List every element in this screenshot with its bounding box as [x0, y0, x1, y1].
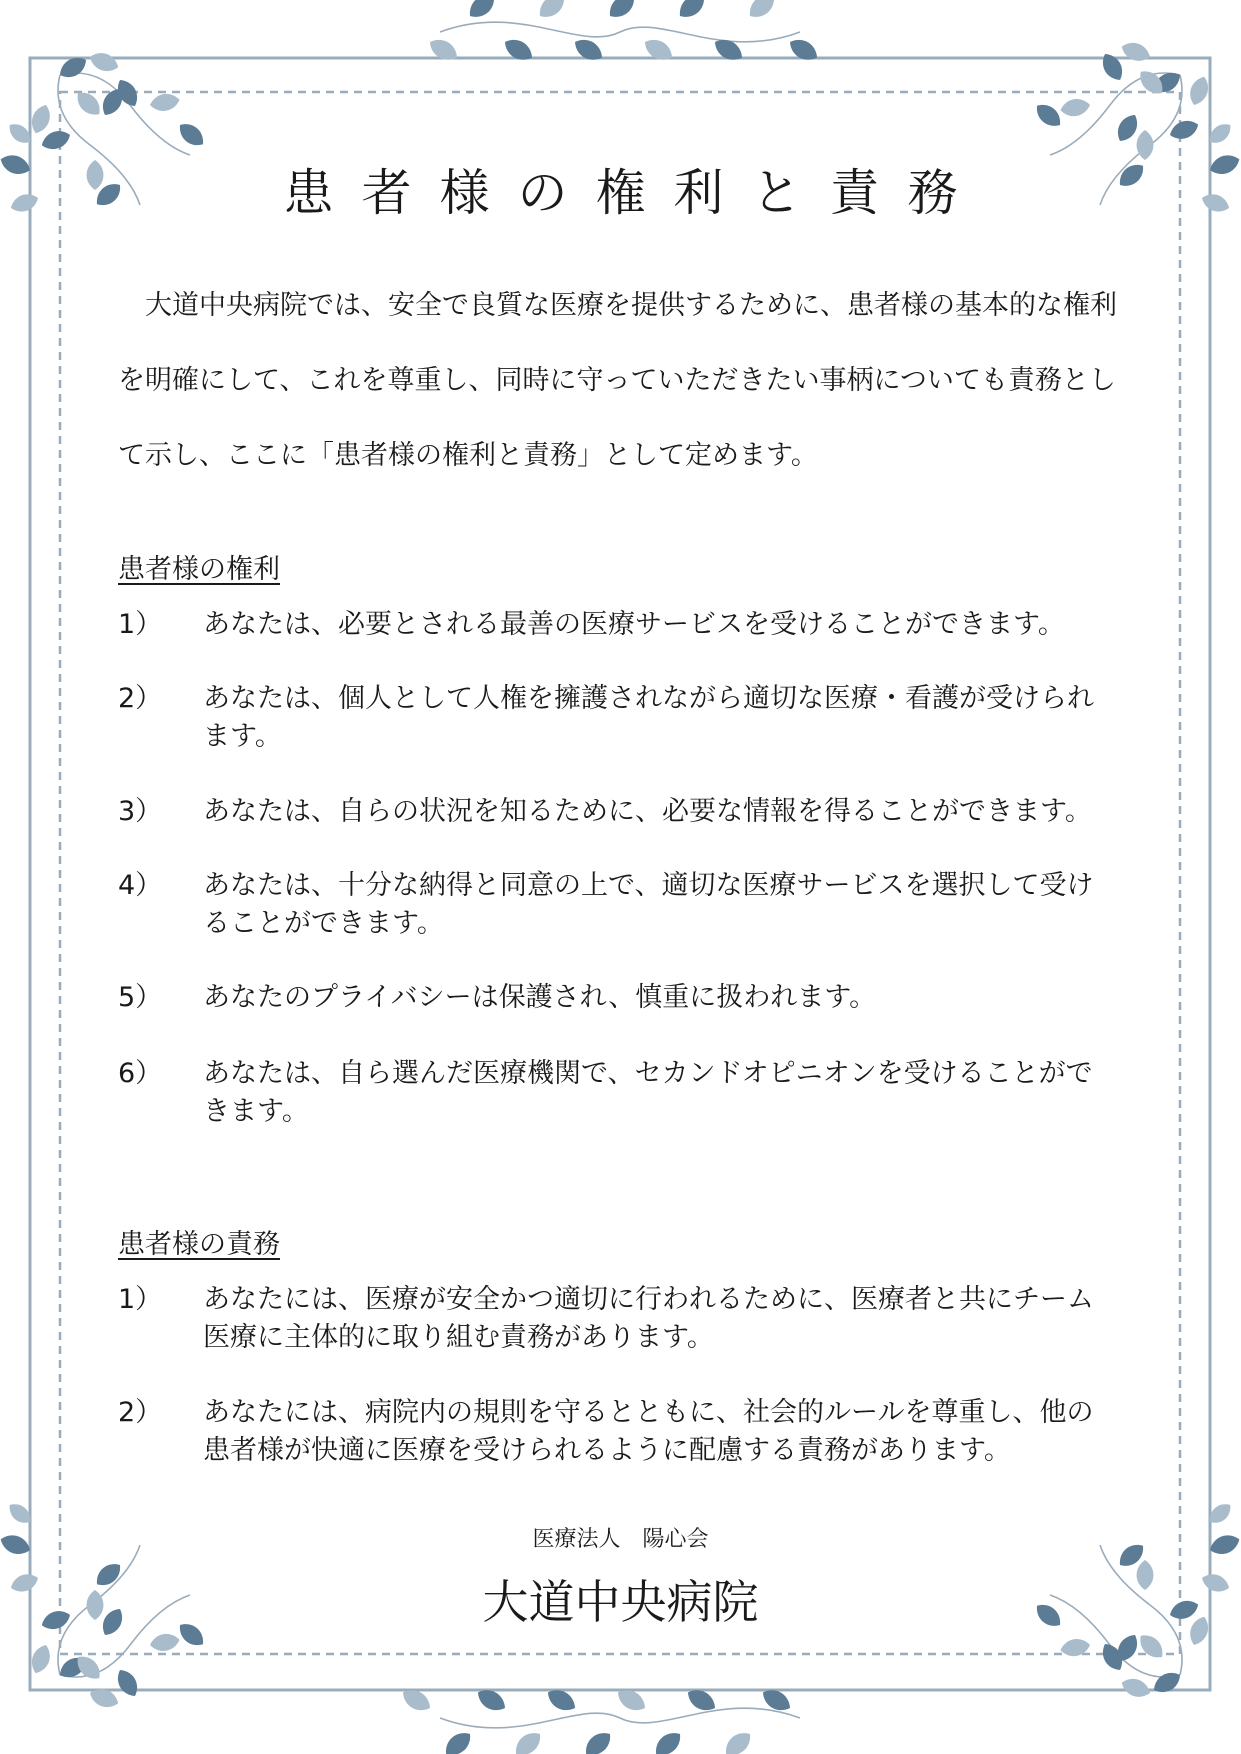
item-text: あなたは、必要とされる最善の医療サービスを受けることができます。 [203, 609, 1065, 640]
item-text: あなたは、自ら選んだ医療機関で、セカンドオピニオンを受けることができます。 [203, 1058, 1093, 1127]
item-number: 4） [118, 870, 163, 901]
item-text: あなたのプライバシーは保護され、慎重に扱われます。 [203, 982, 877, 1013]
item-text: あなたは、個人として人権を擁護されながら適切な医療・看護が受けられます。 [203, 683, 1094, 752]
item-number: 1） [118, 609, 163, 640]
item-text: あなたには、医療が安全かつ適切に行われるために、医療者と共にチーム医療に主体的に取り組む責務があります。 [203, 1284, 1094, 1353]
item-text: あなたは、自らの状況を知るために、必要な情報を得ることができます。 [203, 796, 1092, 827]
intro-paragraph [118, 268, 1128, 493]
footer-organization: 医療法人 陽心会 [532, 1527, 709, 1552]
item-text: あなたには、病院内の規則を守るとともに、社会的ルールを尊重し、他の患者様が快適に医療を受けられるように配慮する責務があります。 [203, 1397, 1094, 1466]
item-number: 1） [118, 1284, 163, 1315]
page-title: 患者様の権利と責務 [283, 164, 986, 222]
item-number: 5） [118, 982, 163, 1013]
item-text: あなたは、十分な納得と同意の上で、適切な医療サービスを選択して受けることができます。 [203, 870, 1094, 939]
item-number: 2） [118, 683, 163, 714]
rights-heading: 患者様の権利 [118, 554, 280, 585]
item-number: 6） [118, 1058, 163, 1089]
footer-hospital-name: 大道中央病院 [482, 1575, 759, 1629]
item-number: 2） [118, 1397, 163, 1428]
item-number: 3） [118, 796, 163, 827]
duties-heading: 患者様の責務 [118, 1229, 280, 1260]
intro-text: 大道中央病院では、安全で良質な医療を提供するために、患者様の基本的な権利を明確にして、これを尊重し、同時に守っていただきたい事柄についても責務として示し、ここに「患者様の権利と責務」として定めます。 [118, 290, 1117, 471]
